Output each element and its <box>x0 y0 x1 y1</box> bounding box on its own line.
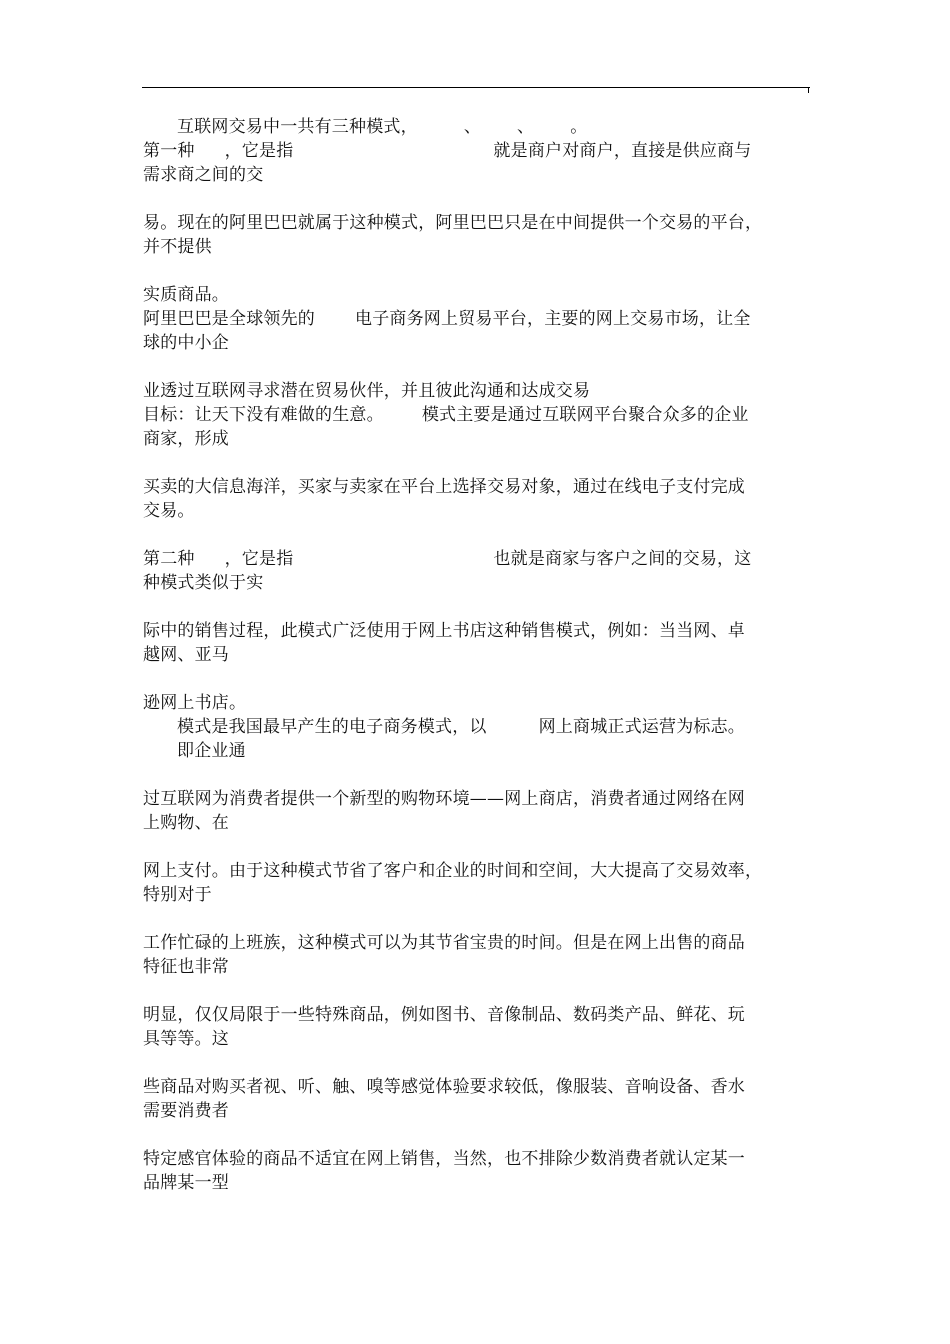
paragraph-line: 特别对于 <box>143 885 212 905</box>
line-text: 网上商城正式运营为标志。 <box>538 717 746 737</box>
paragraph-line: 并不提供 <box>143 237 212 257</box>
paragraph-line: 需求商之间的交 <box>143 165 264 185</box>
paragraph-line <box>143 140 815 162</box>
paragraph-line: 球的中小企 <box>143 333 229 353</box>
paragraph-line <box>143 308 815 330</box>
line-text: 、 <box>517 117 535 137</box>
paragraph-line: 易。现在的阿里巴巴就属于这种模式，阿里巴巴只是在中间提供一个交易的平台， <box>143 213 763 233</box>
paragraph-line: 网上支付。由于这种模式节省了客户和企业的时间和空间，大大提高了交易效率， <box>143 861 763 881</box>
paragraph-line: 些商品对购买者视、听、触、嗅等感觉体验要求较低，像服装、音响设备、香水 <box>143 1077 745 1097</box>
paragraph-line: 明显，仅仅局限于一些特殊商品，例如图书、音像制品、数码类产品、鲜花、玩 <box>143 1005 745 1025</box>
line-text: 第一种 <box>143 141 195 161</box>
paragraph-line: 特征也非常 <box>143 957 229 977</box>
line-text: 。 <box>570 117 588 137</box>
line-text: 互联网交易中一共有三种模式， <box>177 117 418 137</box>
paragraph-line: 上购物、在 <box>143 813 229 833</box>
line-text: 第二种 <box>143 549 195 569</box>
paragraph-line: 交易。 <box>143 501 195 521</box>
paragraph-line: 实质商品。 <box>143 285 229 305</box>
paragraph-line <box>177 116 849 138</box>
paragraph-line: 买卖的大信息海洋，买家与卖家在平台上选择交易对象，通过在线电子支付完成 <box>143 477 745 497</box>
paragraph-line <box>143 404 815 426</box>
line-text: ，它是指 <box>224 141 294 161</box>
paragraph-line: 业透过互联网寻求潜在贸易伙伴，并且彼此沟通和达成交易 <box>143 381 591 401</box>
paragraph-line <box>177 716 849 738</box>
paragraph-line <box>143 548 815 570</box>
paragraph-line: 际中的销售过程，此模式广泛使用于网上书店这种销售模式，例如：当当网、卓 <box>143 621 745 641</box>
paragraph-line: 商家，形成 <box>143 429 229 449</box>
paragraph-line: 越网、亚马 <box>143 645 229 665</box>
paragraph-line: 逊网上书店。 <box>143 693 247 713</box>
line-text: 、 <box>463 117 482 137</box>
line-text: 阿里巴巴是全球领先的 <box>143 309 315 329</box>
line-text: 也就是商家与客户之间的交易，这 <box>493 549 752 569</box>
line-text: 目标：让天下没有难做的生意。 <box>143 405 384 425</box>
paragraph-line: 品牌某一型 <box>143 1173 229 1193</box>
line-text: 电子商务网上贸易平台，主要的网上交易市场，让全 <box>355 309 751 329</box>
paragraph-line: 种模式类似于实 <box>143 573 264 593</box>
paragraph-line: 需要消费者 <box>143 1101 229 1121</box>
line-text: 模式主要是通过互联网平台聚合众多的企业 <box>421 405 749 425</box>
paragraph-line: 即企业通 <box>177 741 246 761</box>
line-text: 就是商户对商户，直接是供应商与 <box>493 141 752 161</box>
paragraph-line: 特定感官体验的商品不适宜在网上销售，当然，也不排除少数消费者就认定某一 <box>143 1149 745 1169</box>
line-text: ，它是指 <box>224 549 294 569</box>
paragraph-line: 工作忙碌的上班族，这种模式可以为其节省宝贵的时间。但是在网上出售的商品 <box>143 933 745 953</box>
line-text: 模式是我国最早产生的电子商务模式，以 <box>177 717 487 737</box>
paragraph-line: 具等等。这 <box>143 1029 229 1049</box>
paragraph-line: 过互联网为消费者提供一个新型的购物环境——网上商店，消费者通过网络在网 <box>143 789 745 809</box>
